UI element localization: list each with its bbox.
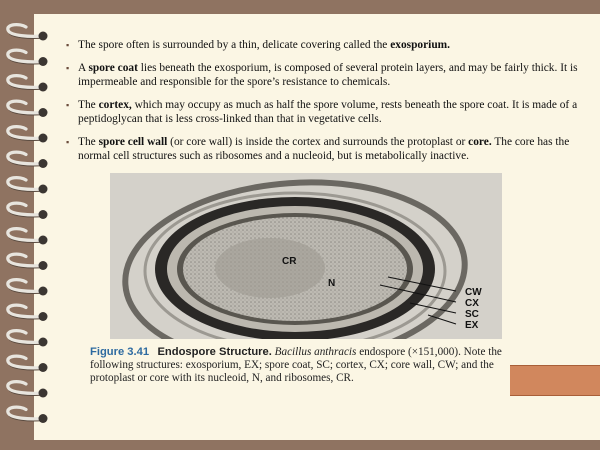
label-cx: CX [465,298,479,309]
spiral-ring-icon [8,203,48,219]
figure-number: Figure 3.41 [90,346,150,358]
bullet-text: A [78,62,89,74]
bold-term: core. [468,136,492,148]
spiral-ring-icon [8,356,48,372]
spiral-ring-icon [8,331,48,347]
spiral-ring-icon [8,50,48,66]
bold-term: cortex, [98,99,132,111]
bullet-text: which may occupy as much as half the spore volume, rests beneath the spore coat. It is made of a peptidoglycan that is less cross-linked than that in vegetative cells. [78,99,578,125]
label-n: N [328,278,336,289]
spiral-ring-icon [8,127,48,143]
square-bullet-icon: ▪ [66,100,70,110]
bold-term: exosporium. [390,39,450,51]
spiral-ring-icon [8,229,48,245]
bullet-text: (or core wall) is inside the cortex and surrounds the protoplast or [167,136,469,148]
spiral-ring-icon [8,407,48,423]
spiral-ring-icon [8,382,48,398]
label-cw: CW [465,287,482,298]
spiral-ring-icon [8,25,48,41]
spiral-ring-icon [8,178,48,194]
accent-box [510,365,600,396]
figure-caption [90,346,510,385]
endospore-micrograph [110,173,502,339]
bullet-list [66,38,586,172]
spiral-ring-icon [8,152,48,168]
spiral-binding [0,0,60,450]
bullet-text: lies beneath the exosporium, is composed of several protein layers, and may be fairly thick. It is impermeable and responsible for the spore’s resistance to chemicals. [78,62,578,88]
spiral-ring-icon [8,76,48,92]
bullet-item [66,61,586,89]
caption-body: endospore (×151,000). Note the following structures: exosporium, EX; spore coat, SC; cortex, CX; core wall, CW; and the protoplast or core with its nucleoid, N, and ribosomes, CR. [90,346,502,384]
square-bullet-icon: ▪ [66,137,70,147]
label-cr: CR [282,256,297,267]
square-bullet-icon: ▪ [66,40,70,50]
square-bullet-icon: ▪ [66,63,70,73]
bullet-text: The [78,136,99,148]
bullet-item [66,38,586,52]
species-name: Bacillus anthracis [274,346,357,358]
bullet-item [66,98,586,126]
label-sc: SC [465,309,479,320]
bold-term: spore cell wall [98,136,168,148]
bullet-text: The [78,99,99,111]
bullet-text: The core has the normal cell structures such as ribosomes and a nucleoid, but is metabolically inactive. [78,136,570,162]
bullet-item [66,135,586,163]
label-ex: EX [465,320,479,331]
figure-title: Endospore Structure. [157,346,272,358]
spiral-ring-icon [8,305,48,321]
bullet-text: The spore often is surrounded by a thin, delicate covering called the [78,39,391,51]
bold-term: spore coat [88,62,138,74]
spiral-ring-icon [8,280,48,296]
spiral-ring-icon [8,254,48,270]
spiral-ring-icon [8,101,48,117]
